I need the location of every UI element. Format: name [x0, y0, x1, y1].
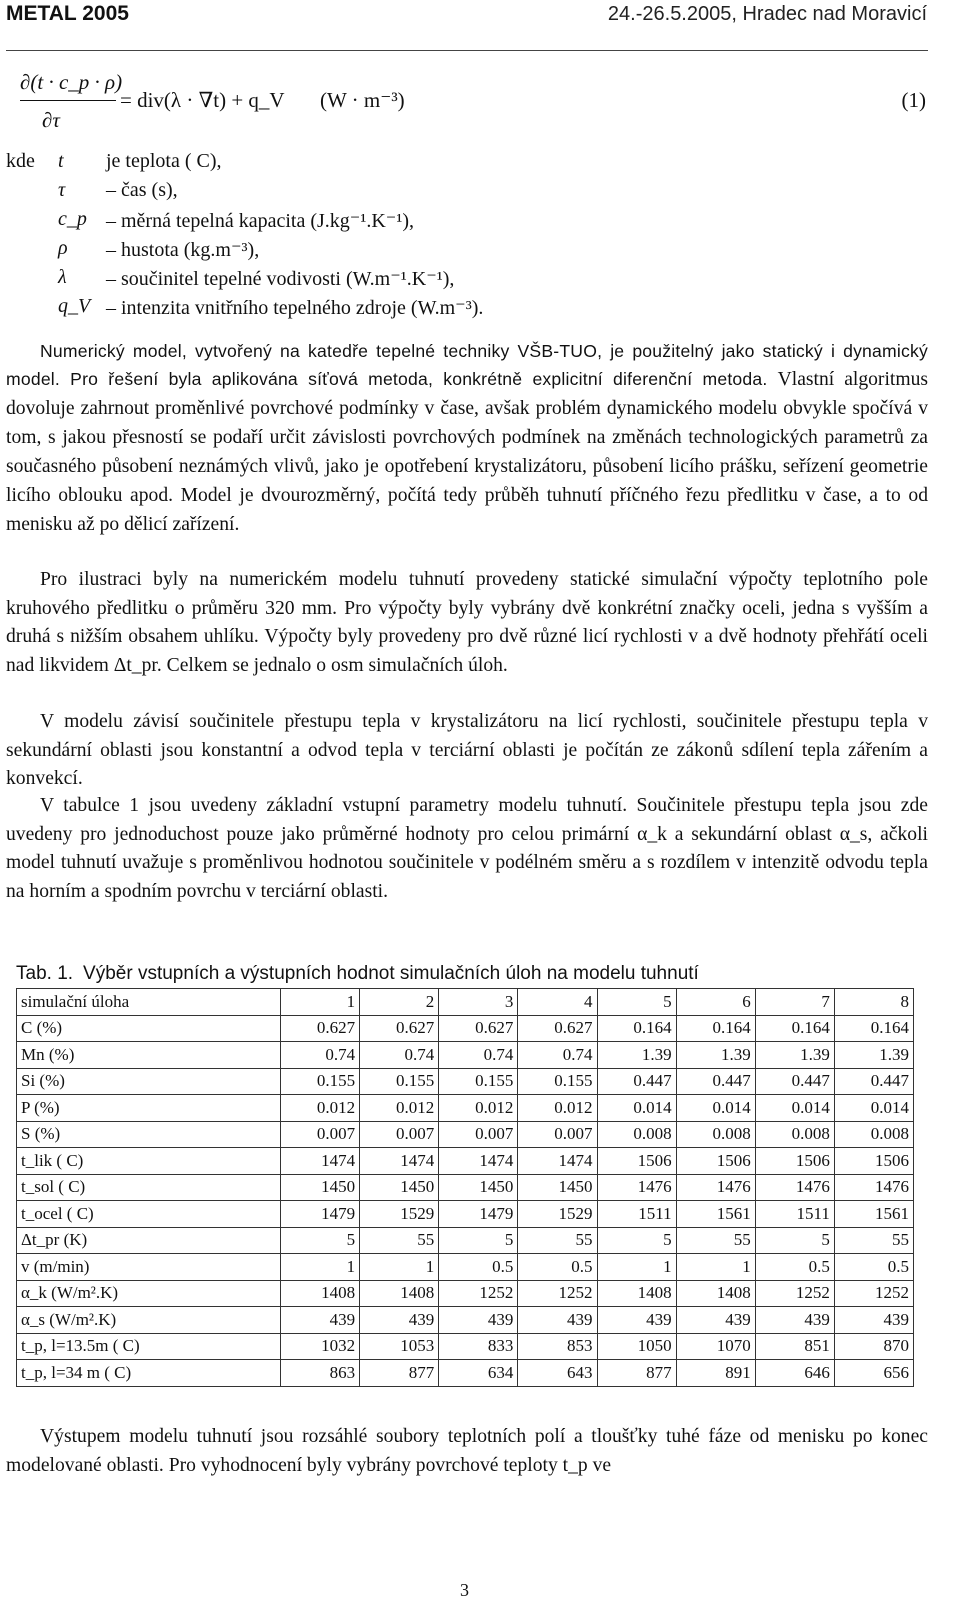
table-cell: 1.39 — [597, 1042, 676, 1069]
table-cell: 0.5 — [439, 1254, 518, 1281]
table-cell: 0.014 — [834, 1095, 913, 1122]
paragraph-model-coefficients: V modelu závisí součinitele přestupu tepla v krystalizátoru na licí rychlosti, součinitele přestupu tepla v sekundární oblasti jsou konstantní a odvod tepla v terciární oblasti je počítán ze zákonů sdílení tepla zářením a konvekcí. — [6, 711, 928, 789]
table-cell: 5 — [597, 1227, 676, 1254]
paragraph-text: Vlastní algoritmus dovoluje zahrnout proměnlivé povrchové podmínky v čase, avšak problém dynamického modelu obvykle spočívá v tom, s jakou přesností se podaří určit závislosti povrchových podmínek na změnách technologických parametrů za současného působení neznámých vlivů, jako je opotřebení krystalizátoru, působení licího prášku, seřízení geometrie licího oblouku apod. Model je dvourozměrný, počítá tedy průběh tuhnutí příčného řezu předlitku v čase, a to od menisku až po dělicí zařízení. — [6, 369, 929, 535]
table-cell: 1 — [360, 1254, 439, 1281]
table-row — [17, 1280, 914, 1307]
table-cell: 0.014 — [597, 1095, 676, 1122]
table-cell: 1479 — [281, 1201, 360, 1228]
equation-numerator: ∂(t · c_p · ρ) — [20, 70, 123, 94]
legend-text: – součinitel tepelné vodivosti (W.m⁻¹.K⁻¹), — [106, 268, 455, 290]
table-caption — [16, 963, 699, 985]
table-row — [17, 1015, 914, 1042]
table-cell: 0.74 — [360, 1042, 439, 1069]
table-cell: 55 — [834, 1227, 913, 1254]
table-cell: 0.5 — [834, 1254, 913, 1281]
table-cell: 1476 — [755, 1174, 834, 1201]
row-label: P (%) — [17, 1095, 281, 1122]
table-row — [17, 1307, 914, 1334]
table-cell: 1408 — [597, 1280, 676, 1307]
table-cell: 1050 — [597, 1333, 676, 1360]
table-cell: 0.007 — [281, 1121, 360, 1148]
table-row — [17, 989, 914, 1016]
table-cell: 833 — [439, 1333, 518, 1360]
legend-row — [6, 237, 926, 266]
row-label: t_sol ( C) — [17, 1174, 281, 1201]
table-cell: 439 — [755, 1307, 834, 1334]
conference-title: METAL 2005 — [6, 2, 129, 25]
header-rule — [6, 50, 928, 51]
table-cell: 1506 — [755, 1148, 834, 1175]
table-cell: 439 — [676, 1307, 755, 1334]
row-label: α_k (W/m².K) — [17, 1280, 281, 1307]
table-row — [17, 1201, 914, 1228]
table-cell: 5 — [755, 1227, 834, 1254]
row-label: v (m/min) — [17, 1254, 281, 1281]
table-cell: 7 — [755, 989, 834, 1016]
table-cell: 0.014 — [676, 1095, 755, 1122]
legend-text: – čas (s), — [106, 179, 178, 201]
table-cell: 1506 — [834, 1148, 913, 1175]
table-cell: 0.155 — [360, 1068, 439, 1095]
table-cell: 1511 — [755, 1201, 834, 1228]
equation-denominator: ∂τ — [42, 108, 60, 132]
table-cell: 0.014 — [755, 1095, 834, 1122]
table-cell: 1032 — [281, 1333, 360, 1360]
table-cell: 439 — [360, 1307, 439, 1334]
legend-text: – měrná tepelná kapacita (J.kg⁻¹.K⁻¹), — [106, 210, 414, 232]
table-cell: 1 — [676, 1254, 755, 1281]
table-cell: 0.007 — [439, 1121, 518, 1148]
legend-row — [6, 150, 926, 179]
equation-unit: (W · m⁻³) — [320, 88, 405, 112]
table-cell: 0.155 — [281, 1068, 360, 1095]
table-cell: 5 — [439, 1227, 518, 1254]
table-cell: 0.008 — [597, 1121, 676, 1148]
table-caption-label: Tab. 1. — [16, 963, 74, 984]
table-row — [17, 1095, 914, 1122]
table-cell: 439 — [518, 1307, 597, 1334]
table-caption-title: Výběr vstupních a výstupních hodnot simulačních úloh na modelu tuhnutí — [83, 963, 699, 984]
fraction-bar — [20, 100, 116, 101]
table-cell: 439 — [597, 1307, 676, 1334]
table-cell: 4 — [518, 989, 597, 1016]
table-cell: 439 — [834, 1307, 913, 1334]
table-cell: 0.164 — [676, 1015, 755, 1042]
table-cell: 0.008 — [676, 1121, 755, 1148]
legend-row — [6, 179, 926, 208]
row-label: Si (%) — [17, 1068, 281, 1095]
table-cell: 853 — [518, 1333, 597, 1360]
table-cell: 1 — [597, 1254, 676, 1281]
table-cell: 0.447 — [676, 1068, 755, 1095]
row-label: α_s (W/m².K) — [17, 1307, 281, 1334]
table-cell: 1450 — [439, 1174, 518, 1201]
table-row — [17, 1121, 914, 1148]
legend-kde: kde — [6, 150, 35, 172]
table-cell: 0.627 — [439, 1015, 518, 1042]
table-cell: 1561 — [676, 1201, 755, 1228]
table-cell: 1 — [281, 989, 360, 1016]
table-cell: 6 — [676, 989, 755, 1016]
equation-number: (1) — [901, 88, 926, 112]
table-cell: 0.627 — [360, 1015, 439, 1042]
table-cell: 0.164 — [755, 1015, 834, 1042]
table-row — [17, 1254, 914, 1281]
table-cell: 0.012 — [518, 1095, 597, 1122]
table-cell: 1450 — [360, 1174, 439, 1201]
legend-row — [6, 208, 926, 237]
table-cell: 646 — [755, 1360, 834, 1387]
table-cell: 0.007 — [518, 1121, 597, 1148]
table-cell: 439 — [281, 1307, 360, 1334]
table-row — [17, 1227, 914, 1254]
table-cell: 1529 — [360, 1201, 439, 1228]
symbol-legend — [6, 150, 926, 324]
table-row — [17, 1148, 914, 1175]
table-cell: 877 — [360, 1360, 439, 1387]
table-cell: 0.447 — [834, 1068, 913, 1095]
row-label: t_p, l=34 m ( C) — [17, 1360, 281, 1387]
table-cell: 0.74 — [518, 1042, 597, 1069]
table-cell: 1450 — [518, 1174, 597, 1201]
row-label: t_p, l=13.5m ( C) — [17, 1333, 281, 1360]
table-cell: 1476 — [834, 1174, 913, 1201]
table-cell: 634 — [439, 1360, 518, 1387]
table-cell: 1506 — [597, 1148, 676, 1175]
table-cell: 0.164 — [597, 1015, 676, 1042]
table-cell: 1474 — [518, 1148, 597, 1175]
table-cell: 1 — [281, 1254, 360, 1281]
table-cell: 0.012 — [281, 1095, 360, 1122]
table-cell: 0.155 — [439, 1068, 518, 1095]
row-label: t_lik ( C) — [17, 1148, 281, 1175]
table-cell: 1252 — [518, 1280, 597, 1307]
paragraph-numeric-model — [6, 337, 928, 539]
table-cell: 851 — [755, 1333, 834, 1360]
legend-symbol: t — [58, 150, 64, 172]
legend-symbol: q_V — [58, 295, 91, 317]
table-cell: 5 — [597, 989, 676, 1016]
table-cell: 1474 — [281, 1148, 360, 1175]
table-cell: 0.155 — [518, 1068, 597, 1095]
simulation-table — [16, 988, 914, 1387]
table-row — [17, 1042, 914, 1069]
table-cell: 1.39 — [676, 1042, 755, 1069]
table-cell: 1.39 — [834, 1042, 913, 1069]
table-cell: 0.5 — [755, 1254, 834, 1281]
row-label: Mn (%) — [17, 1042, 281, 1069]
paragraph-table-intro: V tabulce 1 jsou uvedeny základní vstupní parametry modelu tuhnutí. Součinitele přestupu tepla jsou zde uvedeny pro jednoduchost pouze jako průměrné hodnoty pro celou primární α_k a sekundární oblast α_s, ačkoli model tuhnutí uvažuje s proměnlivou hodnotou součinitele v podélném směru a s rozdílem v intenzitě odvodu tepla na horním a spodním povrchu v terciární oblasti. — [6, 795, 928, 902]
conference-date-place: 24.-26.5.2005, Hradec nad Moravicí — [607, 3, 927, 25]
table-cell: 1529 — [518, 1201, 597, 1228]
table-cell: 1511 — [597, 1201, 676, 1228]
table-cell: 3 — [439, 989, 518, 1016]
table-cell: 877 — [597, 1360, 676, 1387]
table-cell: 55 — [676, 1227, 755, 1254]
paragraph-text: Numerický model, vytvořený na katedře tepelné techniky VŠB-TUO, je použitelný jako statický i dynamický model. Pro řešení byla aplikována síťová metoda, konkrétně explicitní diferenční metoda. — [6, 341, 928, 389]
table-cell: 1561 — [834, 1201, 913, 1228]
legend-symbol: c_p — [58, 208, 87, 230]
table-cell: 1474 — [439, 1148, 518, 1175]
table-cell: 1408 — [360, 1280, 439, 1307]
table-cell: 0.012 — [360, 1095, 439, 1122]
table-cell: 5 — [281, 1227, 360, 1254]
table-cell: 863 — [281, 1360, 360, 1387]
table-cell: 0.74 — [281, 1042, 360, 1069]
table-cell: 870 — [834, 1333, 913, 1360]
table-row — [17, 1333, 914, 1360]
table-cell: 1474 — [360, 1148, 439, 1175]
table-cell: 2 — [360, 989, 439, 1016]
table-cell: 1070 — [676, 1333, 755, 1360]
row-label: C (%) — [17, 1015, 281, 1042]
table-cell: 0.447 — [597, 1068, 676, 1095]
table-cell: 1450 — [281, 1174, 360, 1201]
legend-symbol: λ — [58, 266, 67, 288]
legend-row — [6, 266, 926, 295]
legend-text: je teplota ( C), — [106, 150, 222, 172]
table-row — [17, 1068, 914, 1095]
legend-text: – hustota (kg.m⁻³), — [106, 239, 260, 261]
table-row — [17, 1360, 914, 1387]
table-cell: 1252 — [834, 1280, 913, 1307]
table-cell: 55 — [518, 1227, 597, 1254]
table-cell: 0.012 — [439, 1095, 518, 1122]
row-label: Δt_pr (K) — [17, 1227, 281, 1254]
table-cell: 0.5 — [518, 1254, 597, 1281]
page-number: 3 — [460, 1580, 469, 1600]
table-cell: 1.39 — [755, 1042, 834, 1069]
table-cell: 1408 — [281, 1280, 360, 1307]
table-cell: 643 — [518, 1360, 597, 1387]
table-cell: 8 — [834, 989, 913, 1016]
table-cell: 0.008 — [755, 1121, 834, 1148]
table-cell: 0.627 — [281, 1015, 360, 1042]
table-cell: 0.007 — [360, 1121, 439, 1148]
table-cell: 1252 — [439, 1280, 518, 1307]
table-cell: 1476 — [597, 1174, 676, 1201]
table-cell: 0.627 — [518, 1015, 597, 1042]
legend-symbol: ρ — [58, 237, 68, 259]
table-cell: 55 — [360, 1227, 439, 1254]
legend-text: – intenzita vnitřního tepelného zdroje (W.m⁻³). — [106, 297, 484, 319]
table-cell: 0.447 — [755, 1068, 834, 1095]
row-label: S (%) — [17, 1121, 281, 1148]
table-cell: 0.008 — [834, 1121, 913, 1148]
table-cell: 1408 — [676, 1280, 755, 1307]
equation-rhs: = div(λ · ∇t) + q_V — [120, 88, 285, 112]
table-cell: 1479 — [439, 1201, 518, 1228]
paragraph-illustration: Pro ilustraci byly na numerickém modelu tuhnutí provedeny statické simulační výpočty teplotního pole kruhového předlitku o průměru 320 mm. Pro výpočty byly vybrány dvě konkrétní značky oceli, jedna s vyšším a druhá s nižším obsahem uhlíku. Výpočty byly provedeny pro dvě různé licí rychlosti v a dvě hodnoty přehřátí oceli nad likvidem Δt_pr. Celkem se jednalo o osm simulačních úloh. — [6, 569, 928, 676]
table-cell: 656 — [834, 1360, 913, 1387]
table-cell: 1053 — [360, 1333, 439, 1360]
table-cell: 0.164 — [834, 1015, 913, 1042]
row-label: t_ocel ( C) — [17, 1201, 281, 1228]
table-cell: 1506 — [676, 1148, 755, 1175]
table-cell: 0.74 — [439, 1042, 518, 1069]
legend-symbol: τ — [58, 179, 66, 201]
paragraph-output: Výstupem modelu tuhnutí jsou rozsáhlé soubory teplotních polí a tloušťky tuhé fáze od menisku po konec modelované oblasti. Pro vyhodnocení byly vybrány povrchové teploty t_p ve — [6, 1426, 928, 1476]
table-cell: 439 — [439, 1307, 518, 1334]
legend-row — [6, 295, 926, 324]
table-cell: 1476 — [676, 1174, 755, 1201]
row-label: simulační úloha — [17, 989, 281, 1016]
equation-1 — [20, 66, 940, 142]
table-row — [17, 1174, 914, 1201]
table-cell: 891 — [676, 1360, 755, 1387]
table-cell: 1252 — [755, 1280, 834, 1307]
